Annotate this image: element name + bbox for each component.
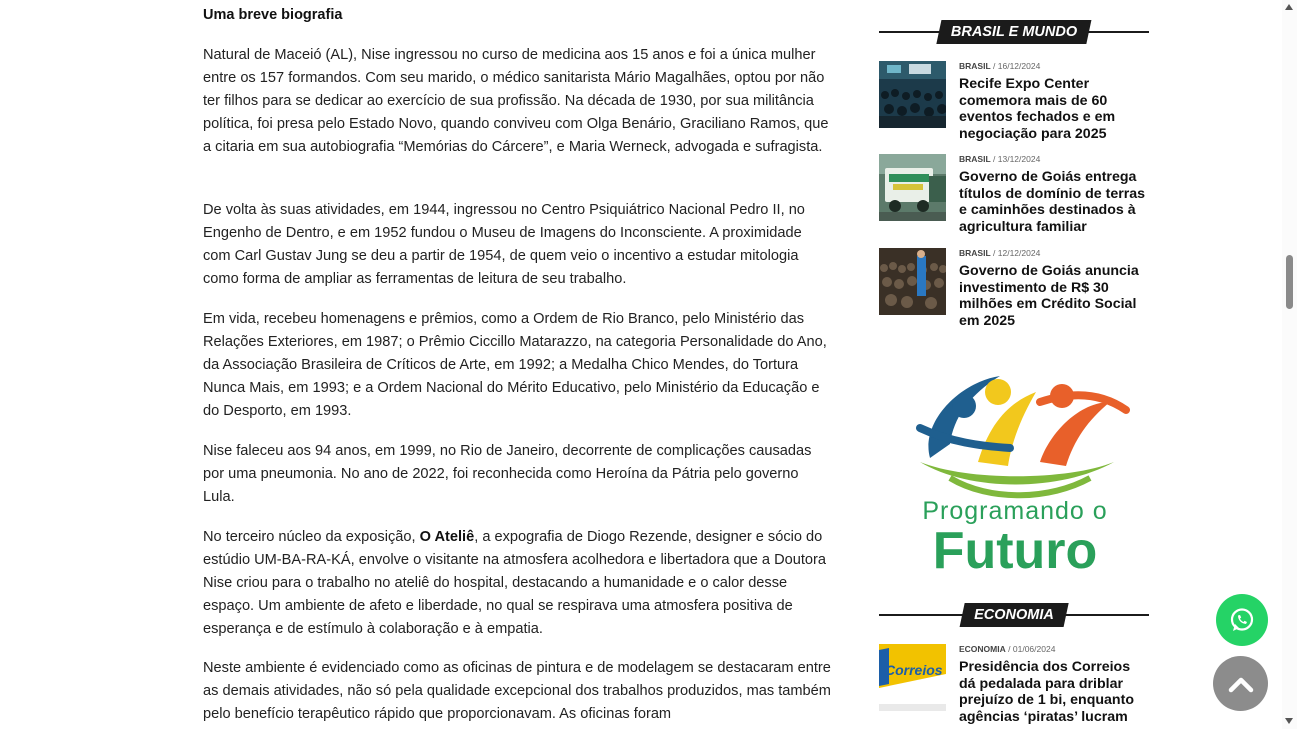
news-category[interactable]: ECONOMIA <box>959 644 1006 654</box>
atelie-bold: O Ateliê <box>419 529 475 545</box>
scrollbar-thumb[interactable] <box>1286 255 1293 309</box>
ad-logo-graphic <box>890 362 1140 574</box>
scroll-up-arrow[interactable] <box>1285 4 1293 10</box>
whatsapp-button[interactable] <box>1216 594 1268 646</box>
section-heading: Uma breve biografia <box>203 7 343 23</box>
section-tag-label: BRASIL E MUNDO <box>950 24 1078 40</box>
news-thumbnail[interactable] <box>879 61 946 128</box>
programando-o-futuro-ad[interactable] <box>890 362 1140 574</box>
news-date: 12/12/2024 <box>997 248 1041 258</box>
paragraph-3: Em vida, recebeu homenagens e prêmios, como a Ordem de Rio Branco, pelo Ministério das Relações Exteriores, em 1987; o Prêmio Ciccillo Matarazzo, na categoria Personalidade do Ano, da Associação Brasileira de Críticos de Arte, em 1992; a Medalha Chico Mendes, do Tortura Nunca Mais, em 1993; e a Ordem Nacional do Mérito Educativo, pelo Ministério da Educação e do Desporto, em 1993. <box>203 311 827 419</box>
paragraph-2: De volta às suas atividades, em 1944, ingressou no Centro Psiquiátrico Nacional Pedro II, no Engenho de Dentro, e em 1952 fundou o Museu de Imagens do Inconsciente. A proximidade com Carl Gustav Jung se deu a partir de 1954, de quem veio o incentivo a estudar mitologia como forma de ampliar as ferramentas de leitura de seu trabalho. <box>203 202 805 287</box>
news-title[interactable]: Governo de Goiás anuncia investimento de R$ 30 milhões em Crédito Social em 2025 <box>959 263 1139 329</box>
news-date: 13/12/2024 <box>997 154 1041 164</box>
news-meta <box>959 61 1040 71</box>
news-title[interactable]: Governo de Goiás entrega títulos de domínio de terras e caminhões destinados à agricultura familiar <box>959 169 1146 235</box>
paragraph-1: Natural de Maceió (AL), Nise ingressou no curso de medicina aos 15 anos e foi a única mulher entre os 157 formandos. Com seu marido, o médico sanitarista Mário Magalhães, optou por não ter filhos para se dedicar ao exercício de sua profissão. Na década de 1930, por sua militância política, foi presa pelo Estado Novo, quando conviveu com Olga Benário, Graciliano Ramos, que a citaria em sua autobiografia “Memórias do Cárcere”, e Maria Werneck, advogada e sufragista. <box>203 47 829 155</box>
news-thumbnail[interactable] <box>879 154 946 221</box>
news-category[interactable]: BRASIL <box>959 61 991 71</box>
paragraph-5 <box>203 526 831 641</box>
paragraph-5-end: , a expografia de Diogo Rezende, designer e sócio do estúdio UM-BA-RA-KÁ, envolve o visitante na atmosfera acolhedora e libertadora que a Doutora Nise criou para o trabalho no ateliê do hospital, destacando a humanidade e o calor desse espaço. Um ambiente de afeto e liberdade, no qual se respirava uma atmosfera positiva de esperança e de estímulo à colaboração e à empatia. <box>203 529 826 637</box>
news-title[interactable]: Recife Expo Center comemora mais de 60 eventos fechados e em negociação para 2025 <box>959 76 1116 142</box>
news-meta <box>959 644 1055 654</box>
news-thumbnail[interactable] <box>879 644 946 711</box>
ad-text-line1: Programando o <box>922 497 1108 525</box>
paragraph-4: Nise faleceu aos 94 anos, em 1999, no Rio de Janeiro, decorrente de complicações causadas por uma pneumonia. No ano de 2022, foi reconhecida como Heroína da Pátria pelo governo Lula. <box>203 443 812 505</box>
section-header-brasil-e-mundo <box>879 20 1149 44</box>
page-scrollbar[interactable] <box>1282 0 1297 729</box>
news-meta <box>959 248 1040 258</box>
article-body <box>203 0 831 722</box>
news-category[interactable]: BRASIL <box>959 154 991 164</box>
paragraph-6: Neste ambiente é evidenciado como as oficinas de pintura e de modelagem se destacaram entre as demais atividades, não só pela qualidade excepcional dos trabalhos produzidos, mas também pelo benefício terapêutico rápido que proporcionavam. As oficinas foram <box>203 660 831 722</box>
paragraph-5-start: No terceiro núcleo da exposição, <box>203 529 420 545</box>
scroll-to-top-button[interactable] <box>1213 656 1268 711</box>
meta-separator: / <box>993 154 996 164</box>
news-date: 01/06/2024 <box>1012 644 1056 654</box>
section-tag-label: ECONOMIA <box>974 607 1054 623</box>
news-meta <box>959 154 1040 164</box>
whatsapp-icon <box>1229 607 1255 633</box>
scroll-down-arrow[interactable] <box>1285 718 1293 724</box>
section-tag[interactable] <box>960 603 1069 627</box>
news-thumbnail[interactable] <box>879 248 946 315</box>
meta-separator: / <box>1008 644 1011 654</box>
news-title[interactable]: Presidência dos Correios dá pedalada para driblar prejuízo de 1 bi, enquanto agências ‘piratas’ lucram <box>959 659 1134 725</box>
meta-separator: / <box>993 248 996 258</box>
chevron-up-icon <box>1228 675 1254 693</box>
news-date: 16/12/2024 <box>997 61 1041 71</box>
section-header-economia <box>879 603 1149 627</box>
section-tag[interactable] <box>936 20 1091 44</box>
ad-text-line2: Futuro <box>932 522 1098 574</box>
thumb-correios-text: Correios <box>885 662 943 678</box>
meta-separator: / <box>993 61 996 71</box>
news-category[interactable]: BRASIL <box>959 248 991 258</box>
